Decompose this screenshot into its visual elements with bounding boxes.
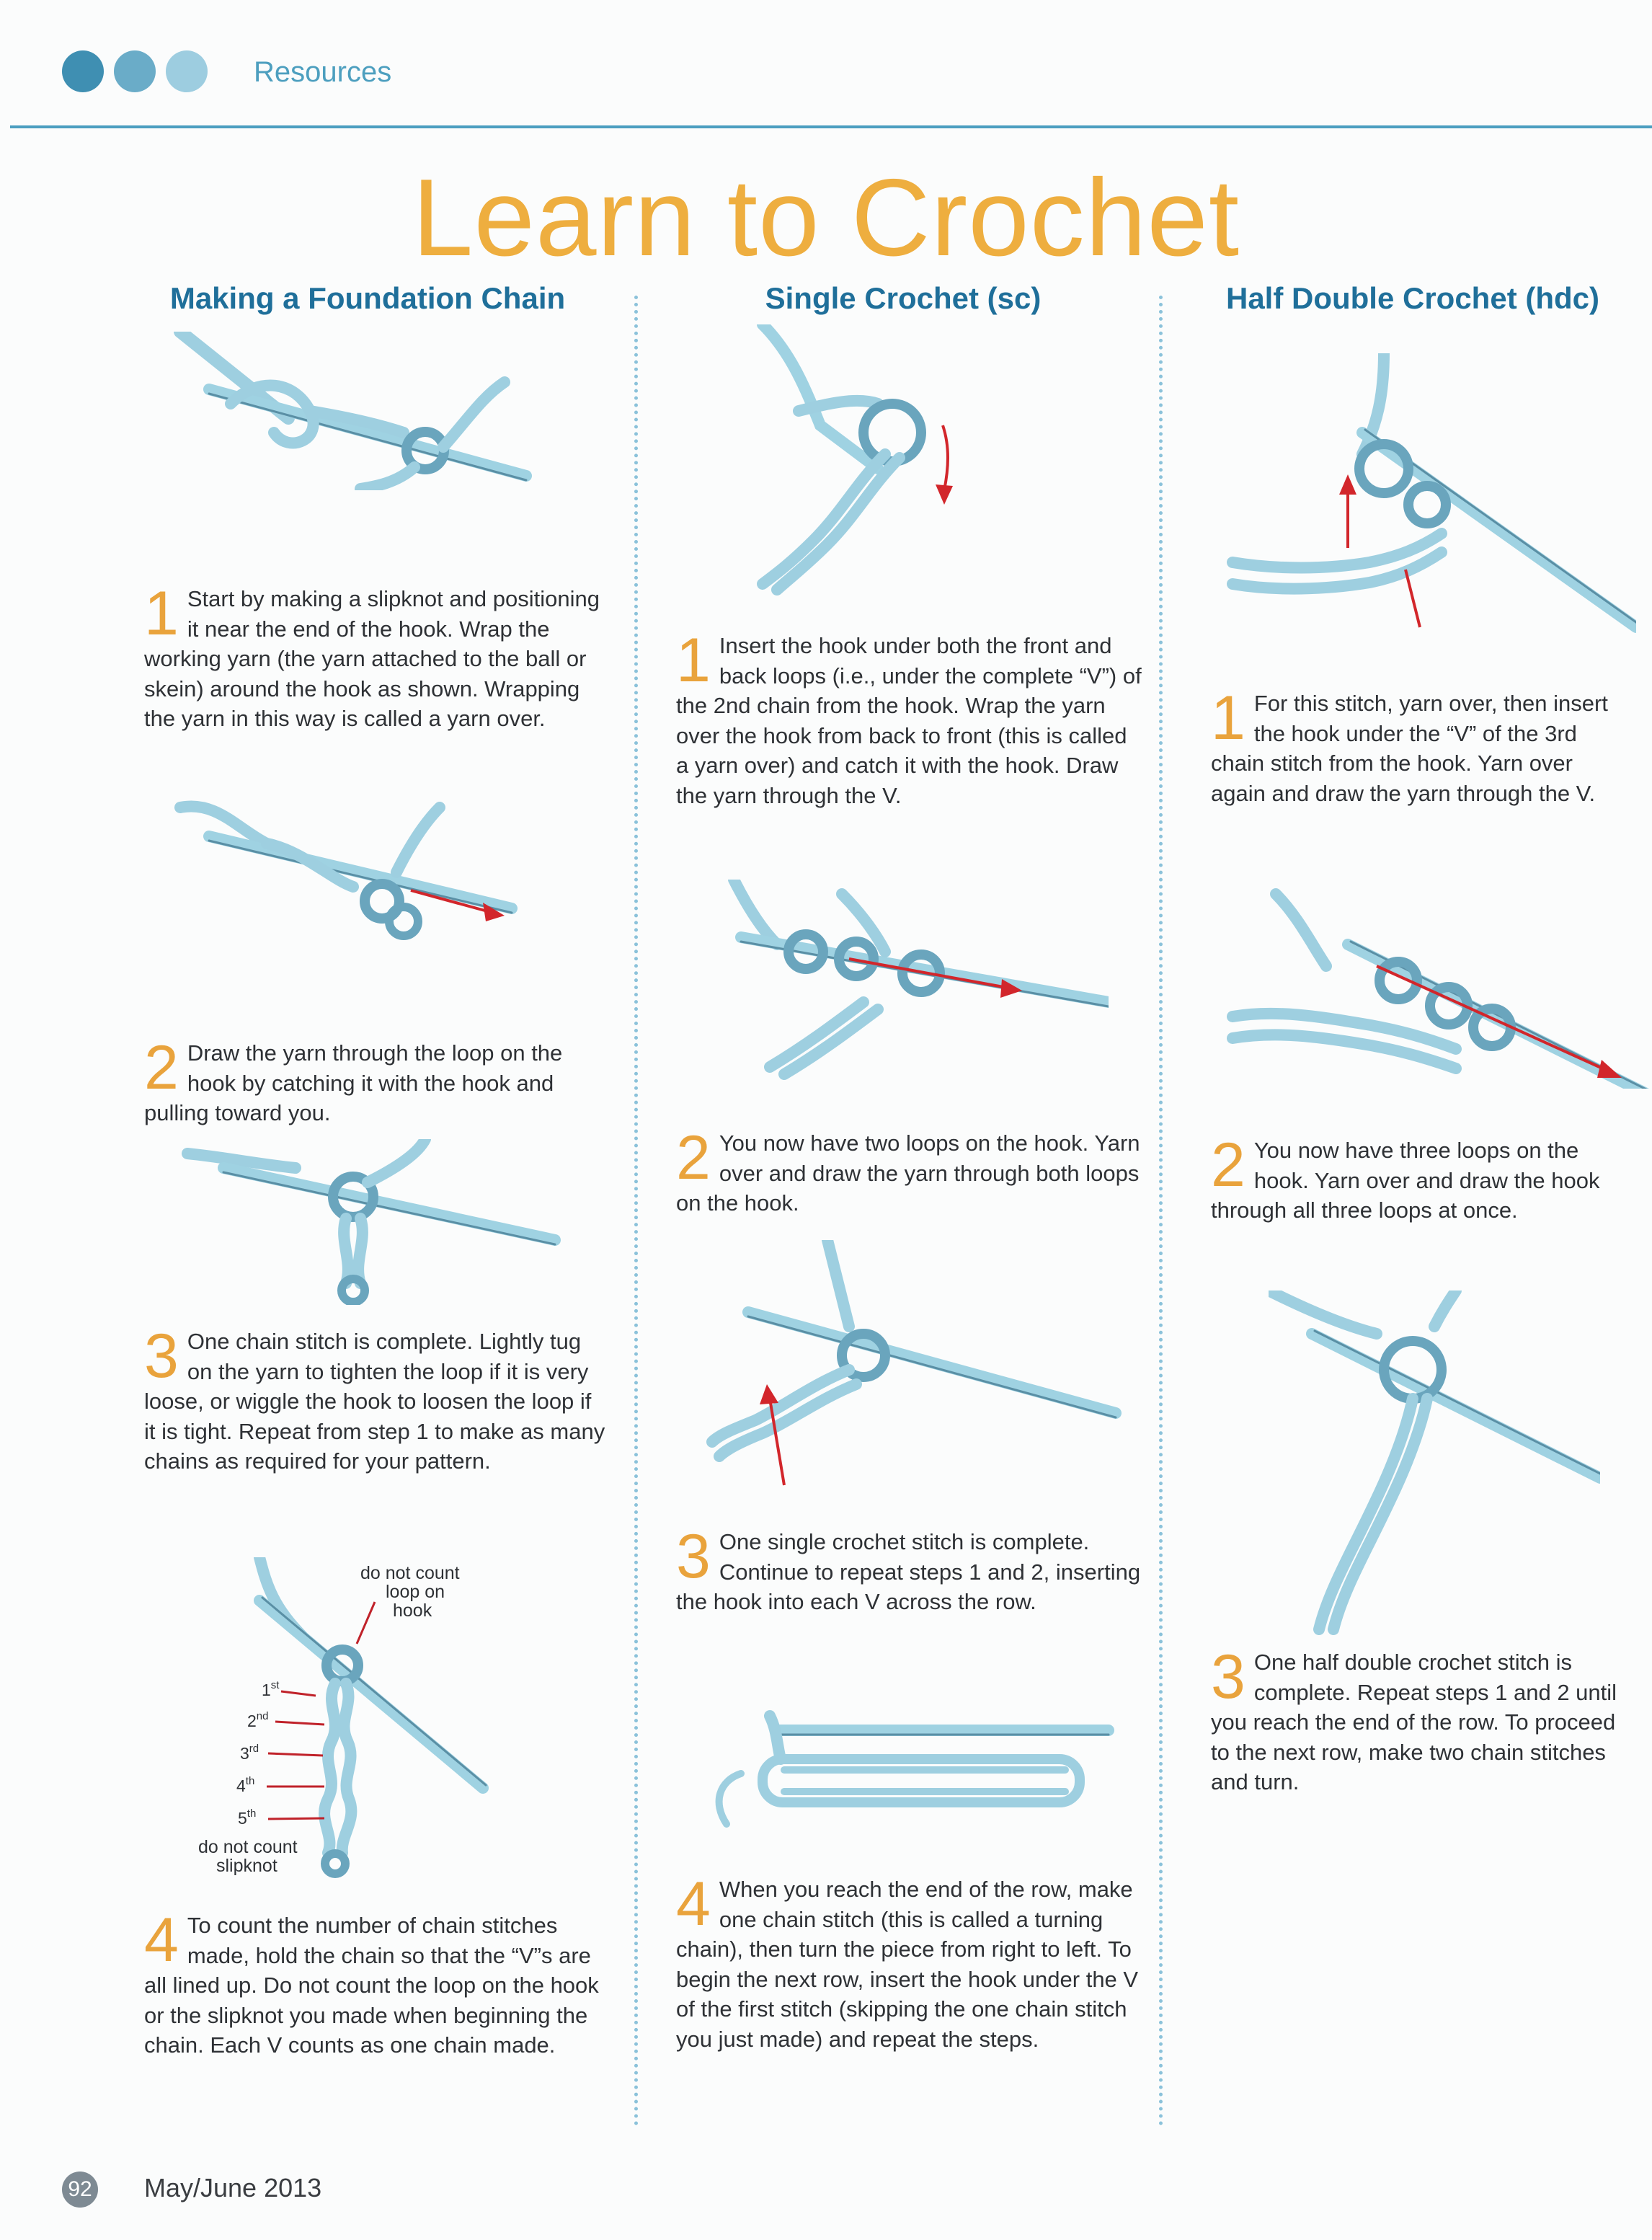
sc-step-1 xyxy=(676,626,1145,810)
step-number: 1 xyxy=(144,579,179,648)
ordinal-1: 1st xyxy=(262,1679,280,1699)
section-label: Resources xyxy=(254,56,392,88)
step-text: For this stitch, yarn over, then insert the hook under the “V” of the 3rd chain stitch from the hook. Yarn over again and draw the yarn through the V. xyxy=(1211,691,1608,806)
sc-step-4 xyxy=(676,1869,1145,2054)
column-heading: Making a Foundation Chain xyxy=(169,281,566,315)
sc-step1-illustration xyxy=(719,324,1022,598)
step-number: 1 xyxy=(1211,683,1245,753)
sc-step3-illustration xyxy=(683,1240,1130,1500)
ordinal-4: 4th xyxy=(236,1775,255,1795)
column-divider-left xyxy=(634,296,638,2127)
step-number: 4 xyxy=(144,1905,179,1975)
foundation-step3-illustration xyxy=(180,1139,569,1305)
page-title: Learn to Crochet xyxy=(412,156,1240,279)
step-number: 4 xyxy=(676,1869,711,1939)
step-text: One single crochet stitch is complete. Continue to repeat steps 1 and 2, inserting the hook into each V across the row. xyxy=(676,1529,1141,1614)
step-number: 3 xyxy=(676,1522,711,1591)
step-number: 2 xyxy=(676,1123,711,1192)
column-divider-right xyxy=(1159,296,1163,2127)
header-rule xyxy=(10,125,1652,128)
ordinal-5: 5th xyxy=(238,1807,257,1828)
step-text: Start by making a slipknot and positioning it near the end of the hook. Wrap the working yarn (the yarn attached to the ball or skein) around the hook as shown. Wrapping the yarn in this way is called a yarn over. xyxy=(144,586,600,731)
header-dots xyxy=(62,50,208,92)
step-text: Draw the yarn through the loop on the hook by catching it with the hook and pulling toward you. xyxy=(144,1040,563,1125)
sc-step-2 xyxy=(676,1123,1145,1218)
sc-step-3 xyxy=(676,1522,1145,1617)
foundation-step-2 xyxy=(144,1033,605,1128)
column-heading: Single Crochet (sc) xyxy=(765,281,1042,315)
step-number: 3 xyxy=(1211,1642,1245,1712)
hdc-step-3 xyxy=(1211,1642,1629,1797)
step-number: 1 xyxy=(676,626,711,695)
step-number: 2 xyxy=(144,1033,179,1102)
sc-step2-illustration xyxy=(719,880,1109,1081)
step-text: To count the number of chain stitches made, hold the chain so that the “V”s are all lined up. Do not count the loop on the hook or the slipknot you made when beginning the chain. Each V counts as one chain made. xyxy=(144,1913,599,2058)
do-not-count-loop-label-3: hook xyxy=(393,1601,432,1621)
do-not-count-slipknot-label-1: do not count xyxy=(198,1837,298,1857)
hdc-step1-illustration xyxy=(1204,353,1636,642)
step-text: Insert the hook under both the front and back loops (i.e., under the complete “V”) of the 2nd chain from the hook. Wrap the yarn over the hook from back to front (this is called a yarn over) and catch it with the hook. Draw the yarn through the V. xyxy=(676,633,1142,808)
ordinal-3: 3rd xyxy=(240,1743,259,1763)
hdc-step3-illustration xyxy=(1269,1291,1600,1637)
issue-date: May/June 2013 xyxy=(144,2173,322,2203)
step-text: One half double crochet stitch is complete. Repeat steps 1 and 2 until you reach the end of the row. To proceed to the next row, make two chain stitches and turn. xyxy=(1211,1650,1617,1794)
foundation-step1-illustration xyxy=(166,332,569,490)
foundation-step2-illustration xyxy=(166,800,569,959)
chain-count-diagram xyxy=(195,1557,541,1889)
column-heading: Half Double Crochet (hdc) xyxy=(1225,281,1599,315)
page-number-badge: 92 xyxy=(62,2172,98,2208)
ordinal-2: 2nd xyxy=(247,1710,269,1730)
step-number: 2 xyxy=(1211,1130,1245,1200)
foundation-step-4 xyxy=(144,1905,605,2060)
sc-step4-illustration xyxy=(698,1701,1116,1831)
hdc-step2-illustration xyxy=(1218,887,1651,1089)
do-not-count-slipknot-label-2: slipknot xyxy=(216,1856,277,1876)
do-not-count-loop-label-1: do not count xyxy=(360,1563,460,1583)
column-single-crochet xyxy=(676,281,1145,2132)
step-number: 3 xyxy=(144,1322,179,1391)
step-text: You now have two loops on the hook. Yarn over and draw the yarn through both loops on the hook. xyxy=(676,1130,1140,1216)
header-dot-dark xyxy=(62,50,104,92)
step-text: You now have three loops on the hook. Yarn over and draw the hook through all three loops at once. xyxy=(1211,1138,1600,1223)
step-text: One chain stitch is complete. Lightly tug on the yarn to tighten the loop if it is very loose, or wiggle the hook to loosen the loop if it is tight. Repeat from step 1 to make as many chains as required for your pattern. xyxy=(144,1329,605,1474)
hdc-step-2 xyxy=(1211,1130,1629,1226)
foundation-step-3 xyxy=(144,1322,605,1477)
header-dot-light xyxy=(166,50,208,92)
foundation-step-1 xyxy=(144,579,605,734)
step-text: When you reach the end of the row, make one chain stitch (this is called a turning chain), then turn the piece from right to left. To begin the next row, insert the hook under the V of the first stitch (skipping the one chain stitch you just made) and repeat the steps. xyxy=(676,1877,1139,2052)
column-half-double-crochet xyxy=(1211,281,1629,2132)
column-foundation-chain xyxy=(144,281,605,2132)
header-dot-mid xyxy=(114,50,156,92)
hdc-step-1 xyxy=(1211,683,1629,808)
do-not-count-loop-label-2: loop on xyxy=(386,1582,445,1602)
